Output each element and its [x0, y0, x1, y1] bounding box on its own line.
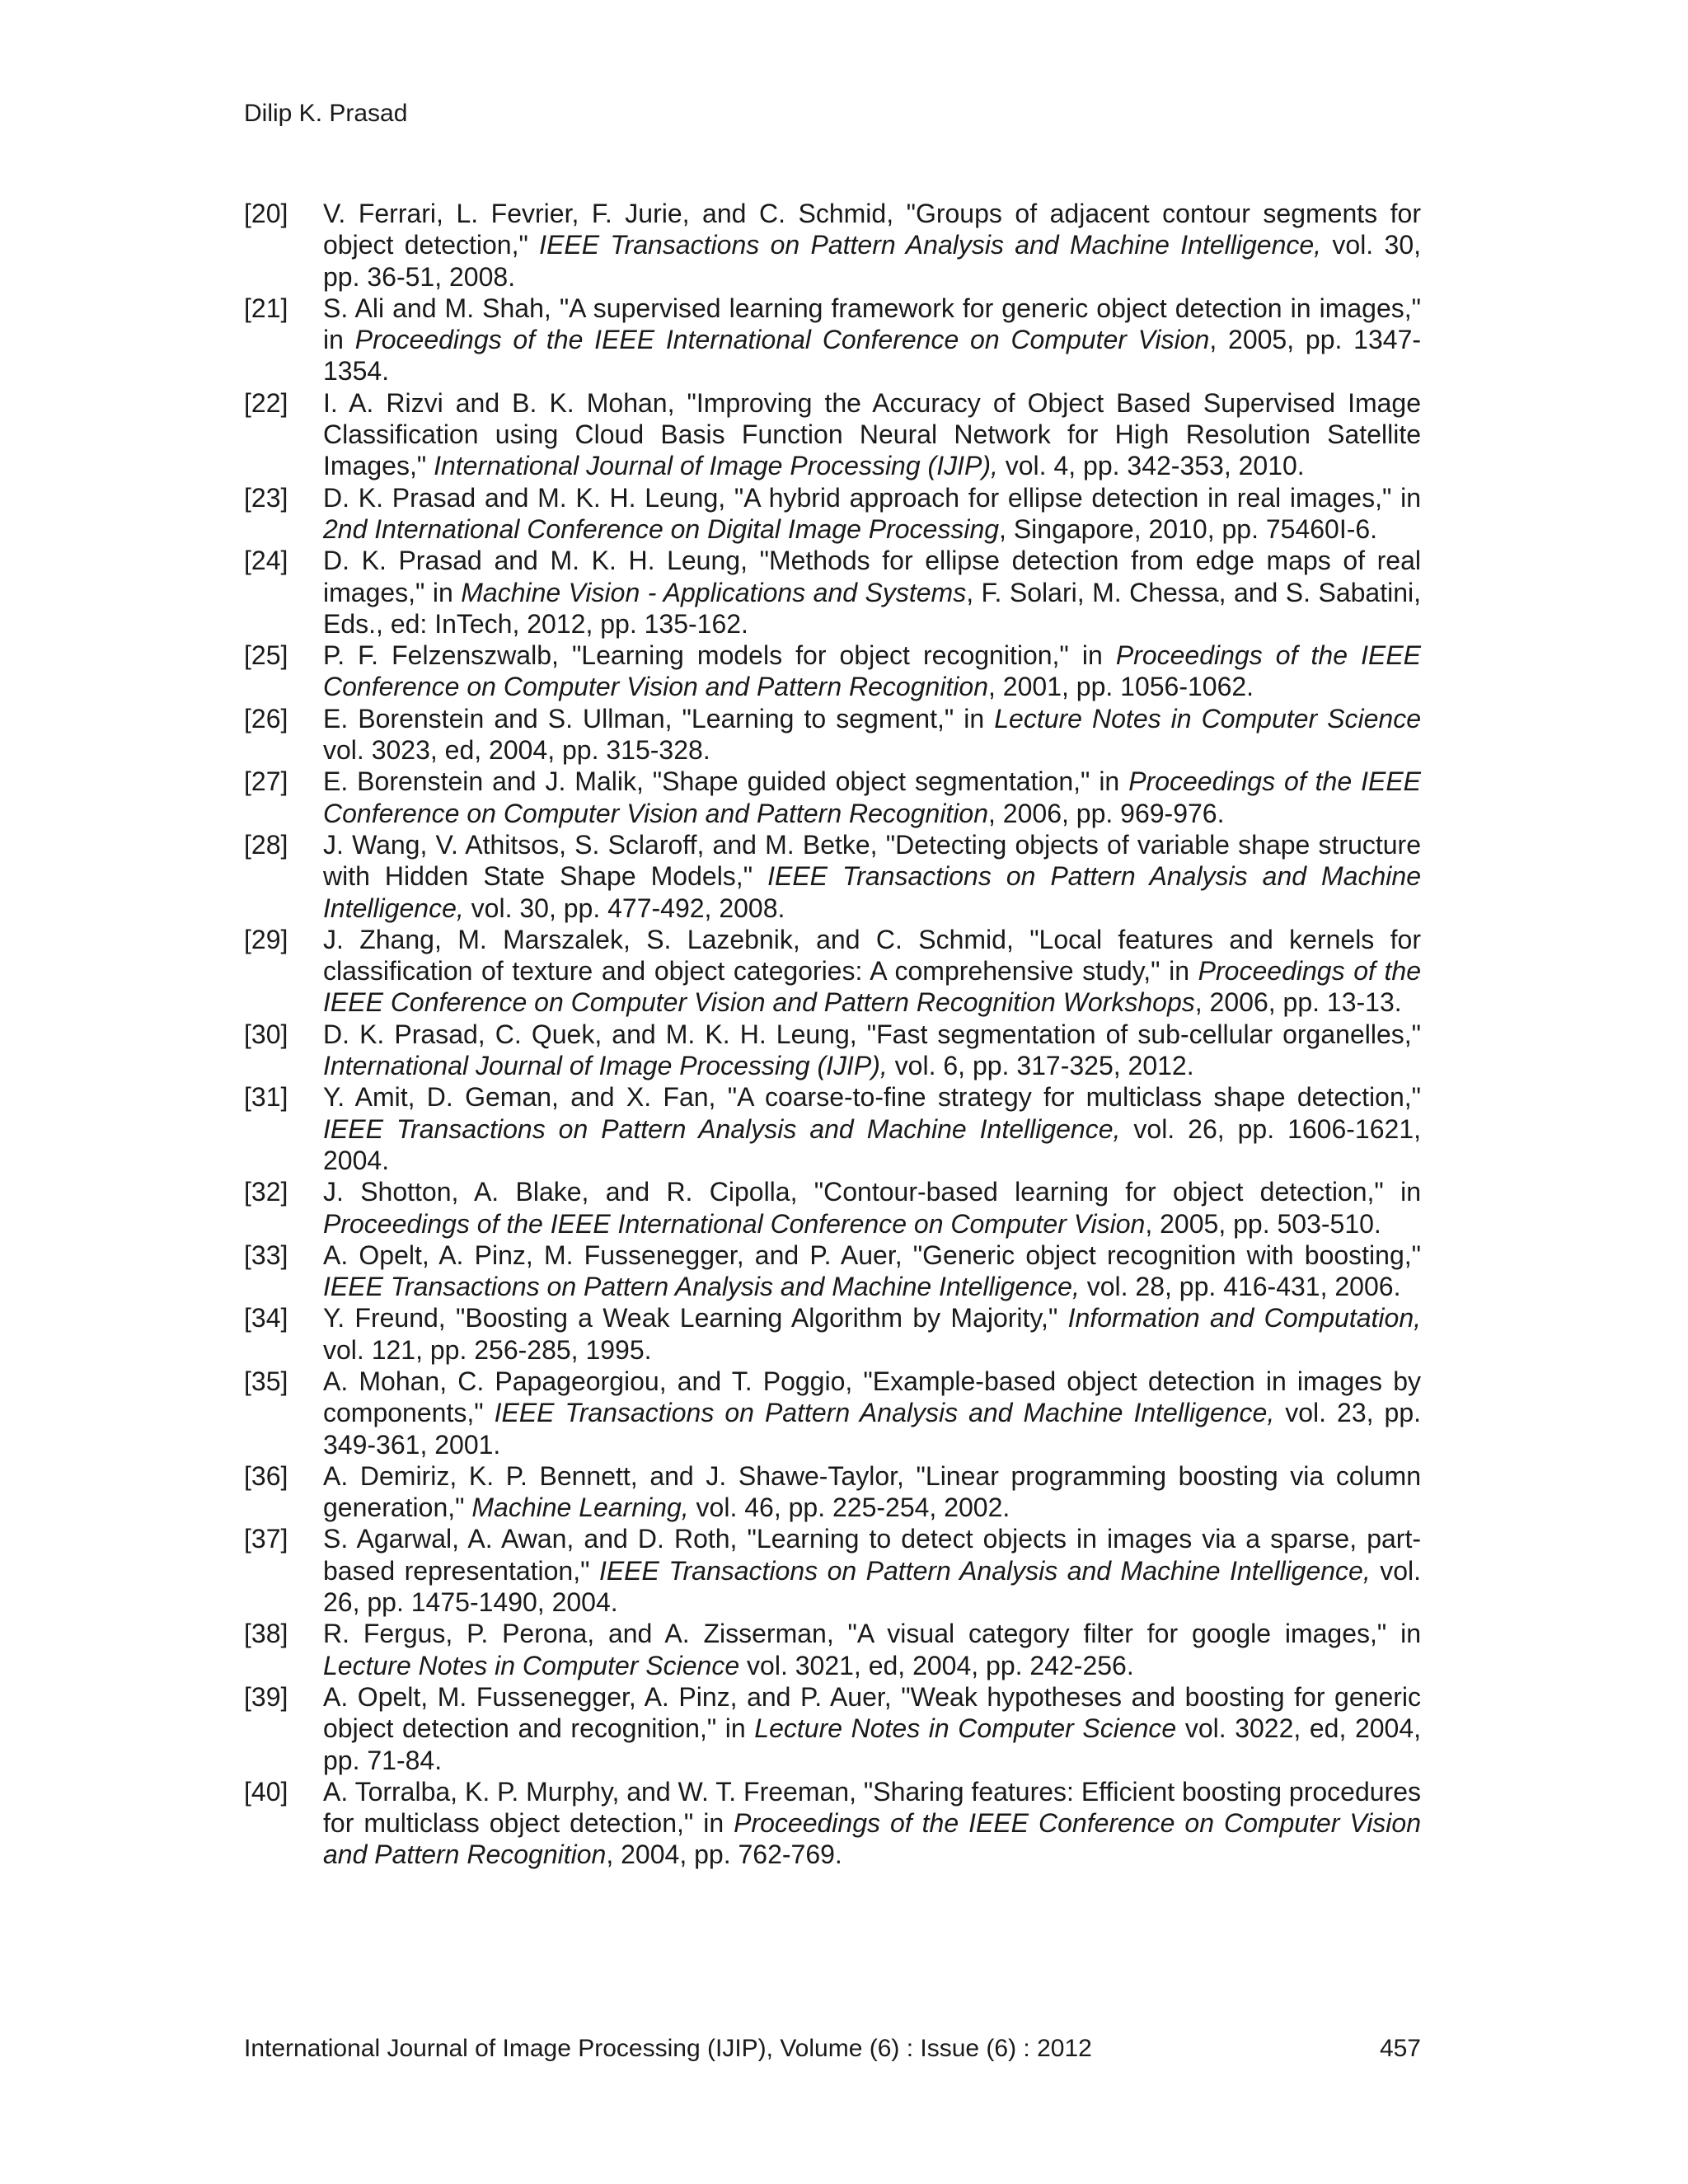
reference-number: [29]: [244, 924, 288, 954]
reference-entry: [244, 1681, 1421, 1776]
reference-venue: Lecture Notes in Computer Science: [994, 703, 1422, 733]
reference-entry: [244, 545, 1421, 640]
reference-details: , 2006, pp. 969-976.: [988, 798, 1225, 828]
reference-details: , F. Solari, M. Chessa, and S. Sabatini, Eds., ed: InTech, 2012, pp. 135-162.: [323, 577, 1422, 639]
reference-entry: [244, 387, 1421, 482]
reference-authors-title: V. Ferrari, L. Fevrier, F. Jurie, and C. Schmid, "Groups of adjacent contour segments for object detection,": [323, 199, 1421, 260]
reference-text: [323, 1240, 1421, 1303]
reference-number: [39]: [244, 1681, 288, 1712]
reference-text: [323, 924, 1421, 1019]
reference-authors-title: R. Fergus, P. Perona, and A. Zisserman, "A visual category filter for google images," in: [323, 1619, 1421, 1649]
page-footer: [244, 2032, 1421, 2065]
reference-authors-title: D. K. Prasad and M. K. H. Leung, "Methods for ellipse detection from edge maps of real images," in: [323, 546, 1421, 607]
reference-entry: [244, 1523, 1421, 1618]
reference-number: [38]: [244, 1619, 288, 1649]
reference-venue: Proceedings of the IEEE Conference on Computer Vision and Pattern Recognition: [323, 1808, 1422, 1870]
reference-text: [323, 829, 1421, 924]
reference-venue: Proceedings of the IEEE Conference on Computer Vision and Pattern Recognition Workshops: [323, 956, 1422, 1018]
reference-details: , 2004, pp. 762-769.: [606, 1840, 842, 1870]
reference-authors-title: J. Zhang, M. Marszalek, S. Lazebnik, and C. Schmid, "Local features and kernels for classification of texture and object categories: A comprehensive study," in: [323, 924, 1421, 987]
reference-authors-title: Y. Freund, "Boosting a Weak Learning Algorithm by Majority,": [323, 1303, 1068, 1333]
reference-details: vol. 30, pp. 477-492, 2008.: [463, 893, 785, 923]
reference-number: [35]: [244, 1366, 288, 1396]
reference-details: , 2001, pp. 1056-1062.: [988, 672, 1254, 702]
reference-entry: [244, 829, 1421, 924]
reference-entry: [244, 640, 1421, 703]
reference-entry: [244, 1618, 1421, 1681]
reference-number: [20]: [244, 199, 288, 228]
reference-number: [21]: [244, 293, 288, 323]
reference-details: vol. 28, pp. 416-431, 2006.: [1079, 1272, 1401, 1302]
running-header-author: Dilip K. Prasad: [244, 100, 408, 127]
reference-authors-title: E. Borenstein and S. Ullman, "Learning to segment," in: [323, 703, 995, 733]
reference-details: vol. 23, pp. 349-361, 2001.: [323, 1398, 1422, 1460]
reference-authors-title: J. Shotton, A. Blake, and R. Cipolla, "Contour-based learning for object detection," in: [323, 1177, 1421, 1207]
reference-venue: Information and Computation,: [1067, 1303, 1422, 1333]
reference-authors-title: A. Demiriz, K. P. Bennett, and J. Shawe-Taylor, "Linear programming boosting via column generation,": [323, 1460, 1421, 1523]
reference-venue: International Journal of Image Processing (IJIP),: [323, 1051, 888, 1081]
reference-details: vol. 3021, ed, 2004, pp. 242-256.: [739, 1650, 1134, 1680]
reference-entry: [244, 1366, 1421, 1460]
reference-entry: [244, 1019, 1421, 1082]
reference-venue: IEEE Transactions on Pattern Analysis and Machine Intelligence,: [598, 1555, 1371, 1586]
reference-authors-title: A. Opelt, M. Fussenegger, A. Pinz, and P. Auer, "Weak hypotheses and boosting for generic object detection and recognition," in: [323, 1681, 1421, 1744]
reference-text: [323, 1618, 1421, 1681]
reference-entry: [244, 924, 1421, 1019]
reference-text: [323, 545, 1421, 640]
reference-number: [34]: [244, 1303, 288, 1333]
reference-venue: Lecture Notes in Computer Science: [323, 1650, 740, 1680]
reference-number: [23]: [244, 482, 288, 513]
reference-authors-title: S. Agarwal, A. Awan, and D. Roth, "Learning to detect objects in images via a sparse, part-based representation,": [323, 1524, 1421, 1586]
reference-details: vol. 4, pp. 342-353, 2010.: [997, 451, 1305, 481]
reference-number: [32]: [244, 1177, 288, 1207]
reference-details: vol. 121, pp. 256-285, 1995.: [323, 1334, 652, 1365]
reference-text: [323, 1460, 1421, 1524]
reference-authors-title: Y. Amit, D. Geman, and X. Fan, "A coarse-to-fine strategy for multiclass shape detection,": [323, 1082, 1421, 1113]
reference-text: [323, 1176, 1421, 1240]
reference-text: [323, 640, 1421, 703]
reference-entry: [244, 703, 1421, 766]
reference-details: vol. 6, pp. 317-325, 2012.: [887, 1051, 1194, 1081]
reference-authors-title: E. Borenstein and J. Malik, "Shape guided object segmentation," in: [323, 766, 1129, 797]
reference-venue: IEEE Transactions on Pattern Analysis and Machine Intelligence,: [323, 1113, 1121, 1144]
reference-venue: Proceedings of the IEEE International Conference on Computer Vision: [354, 325, 1210, 355]
reference-text: [323, 766, 1421, 829]
reference-details: , 2005, pp. 1347-1354.: [323, 325, 1422, 387]
reference-text: [323, 1366, 1421, 1460]
reference-authors-title: P. F. Felzenszwalb, "Learning models for object recognition," in: [323, 640, 1116, 671]
reference-venue: IEEE Transactions on Pattern Analysis and Machine Intelligence,: [494, 1398, 1275, 1428]
reference-entry: [244, 482, 1421, 546]
reference-entry: [244, 1460, 1421, 1524]
reference-number: [36]: [244, 1460, 288, 1491]
reference-text: [323, 1302, 1421, 1366]
reference-authors-title: A. Torralba, K. P. Murphy, and W. T. Freeman, "Sharing features: Efficient boosting procedures for multiclass object detection," in: [323, 1776, 1421, 1839]
reference-venue: Machine Vision - Applications and Systems: [461, 577, 967, 607]
reference-number: [24]: [244, 546, 288, 576]
reference-entry: [244, 1302, 1421, 1366]
reference-venue: Machine Learning,: [471, 1493, 689, 1523]
reference-text: [323, 703, 1421, 766]
reference-text: [323, 1681, 1421, 1776]
reference-details: vol. 26, pp. 1606-1621, 2004.: [323, 1113, 1422, 1175]
reference-number: [31]: [244, 1082, 288, 1113]
reference-details: , Singapore, 2010, pp. 75460I-6.: [999, 513, 1378, 544]
reference-venue: Proceedings of the IEEE International Conference on Computer Vision: [323, 1208, 1146, 1239]
reference-venue: International Journal of Image Processing (IJIP),: [434, 451, 998, 481]
reference-details: vol. 3023, ed, 2004, pp. 315-328.: [323, 735, 710, 766]
reference-number: [27]: [244, 766, 288, 797]
reference-text: [323, 1081, 1421, 1176]
reference-venue: Proceedings of the IEEE Conference on Computer Vision and Pattern Recognition: [323, 766, 1422, 828]
reference-text: [323, 1776, 1421, 1871]
reference-text: [323, 387, 1421, 482]
reference-number: [33]: [244, 1240, 288, 1270]
reference-text: [323, 293, 1421, 387]
footer-journal-info: International Journal of Image Processing (IJIP), Volume (6) : Issue (6) : 2012: [244, 2035, 1092, 2062]
reference-venue: Proceedings of the IEEE Conference on Computer Vision and Pattern Recognition: [323, 640, 1422, 702]
reference-text: [323, 1523, 1421, 1618]
reference-number: [28]: [244, 829, 288, 860]
reference-details: vol. 3022, ed, 2004, pp. 71-84.: [323, 1713, 1422, 1775]
reference-authors-title: D. K. Prasad, C. Quek, and M. K. H. Leung, "Fast segmentation of sub-cellular organelles,": [323, 1019, 1421, 1049]
reference-venue: IEEE Transactions on Pattern Analysis and Machine Intelligence,: [323, 1272, 1080, 1302]
reference-number: [37]: [244, 1524, 288, 1554]
reference-text: [323, 1019, 1421, 1082]
reference-authors-title: D. K. Prasad and M. K. H. Leung, "A hybrid approach for ellipse detection in real images," in: [323, 482, 1421, 513]
page-number: 457: [1379, 2035, 1421, 2062]
reference-text: [323, 482, 1421, 546]
reference-number: [22]: [244, 387, 288, 418]
reference-venue: 2nd International Conference on Digital Image Processing: [323, 513, 1000, 544]
reference-details: vol. 26, pp. 1475-1490, 2004.: [323, 1555, 1422, 1618]
reference-text: [323, 198, 1421, 293]
reference-entry: [244, 1176, 1421, 1240]
reference-number: [25]: [244, 640, 288, 671]
reference-authors-title: S. Ali and M. Shah, "A supervised learning framework for generic object detection in images," in: [323, 293, 1421, 355]
reference-number: [30]: [244, 1019, 288, 1049]
reference-details: , 2006, pp. 13-13.: [1194, 987, 1402, 1018]
reference-venue: IEEE Transactions on Pattern Analysis and Machine Intelligence,: [323, 861, 1422, 923]
reference-number: [26]: [244, 703, 288, 733]
reference-details: vol. 30, pp. 36-51, 2008.: [323, 230, 1421, 292]
reference-authors-title: A. Opelt, A. Pinz, M. Fussenegger, and P. Auer, "Generic object recognition with boosting,": [323, 1240, 1421, 1270]
reference-number: [40]: [244, 1776, 288, 1807]
reference-authors-title: A. Mohan, C. Papageorgiou, and T. Poggio, "Example-based object detection in images by components,": [323, 1366, 1421, 1428]
reference-entry: [244, 198, 1421, 293]
reference-entry: [244, 1240, 1421, 1303]
reference-authors-title: J. Wang, V. Athitsos, S. Sclaroff, and M. Betke, "Detecting objects of variable shape structure with Hidden State Shape Models,": [323, 829, 1421, 892]
reference-list: [244, 198, 1421, 1871]
reference-entry: [244, 1776, 1421, 1871]
reference-venue: IEEE Transactions on Pattern Analysis and Machine Intelligence,: [539, 230, 1322, 260]
reference-details: , 2005, pp. 503-510.: [1145, 1208, 1381, 1239]
reference-details: vol. 46, pp. 225-254, 2002.: [688, 1493, 1010, 1523]
reference-venue: Lecture Notes in Computer Science: [754, 1713, 1177, 1744]
reference-entry: [244, 766, 1421, 829]
reference-entry: [244, 1081, 1421, 1176]
reference-entry: [244, 293, 1421, 387]
reference-authors-title: I. A. Rizvi and B. K. Mohan, "Improving the Accuracy of Object Based Supervised Image Classification using Cloud Basis Function Neural Network for High Resolution Satellite Images,": [323, 387, 1421, 481]
